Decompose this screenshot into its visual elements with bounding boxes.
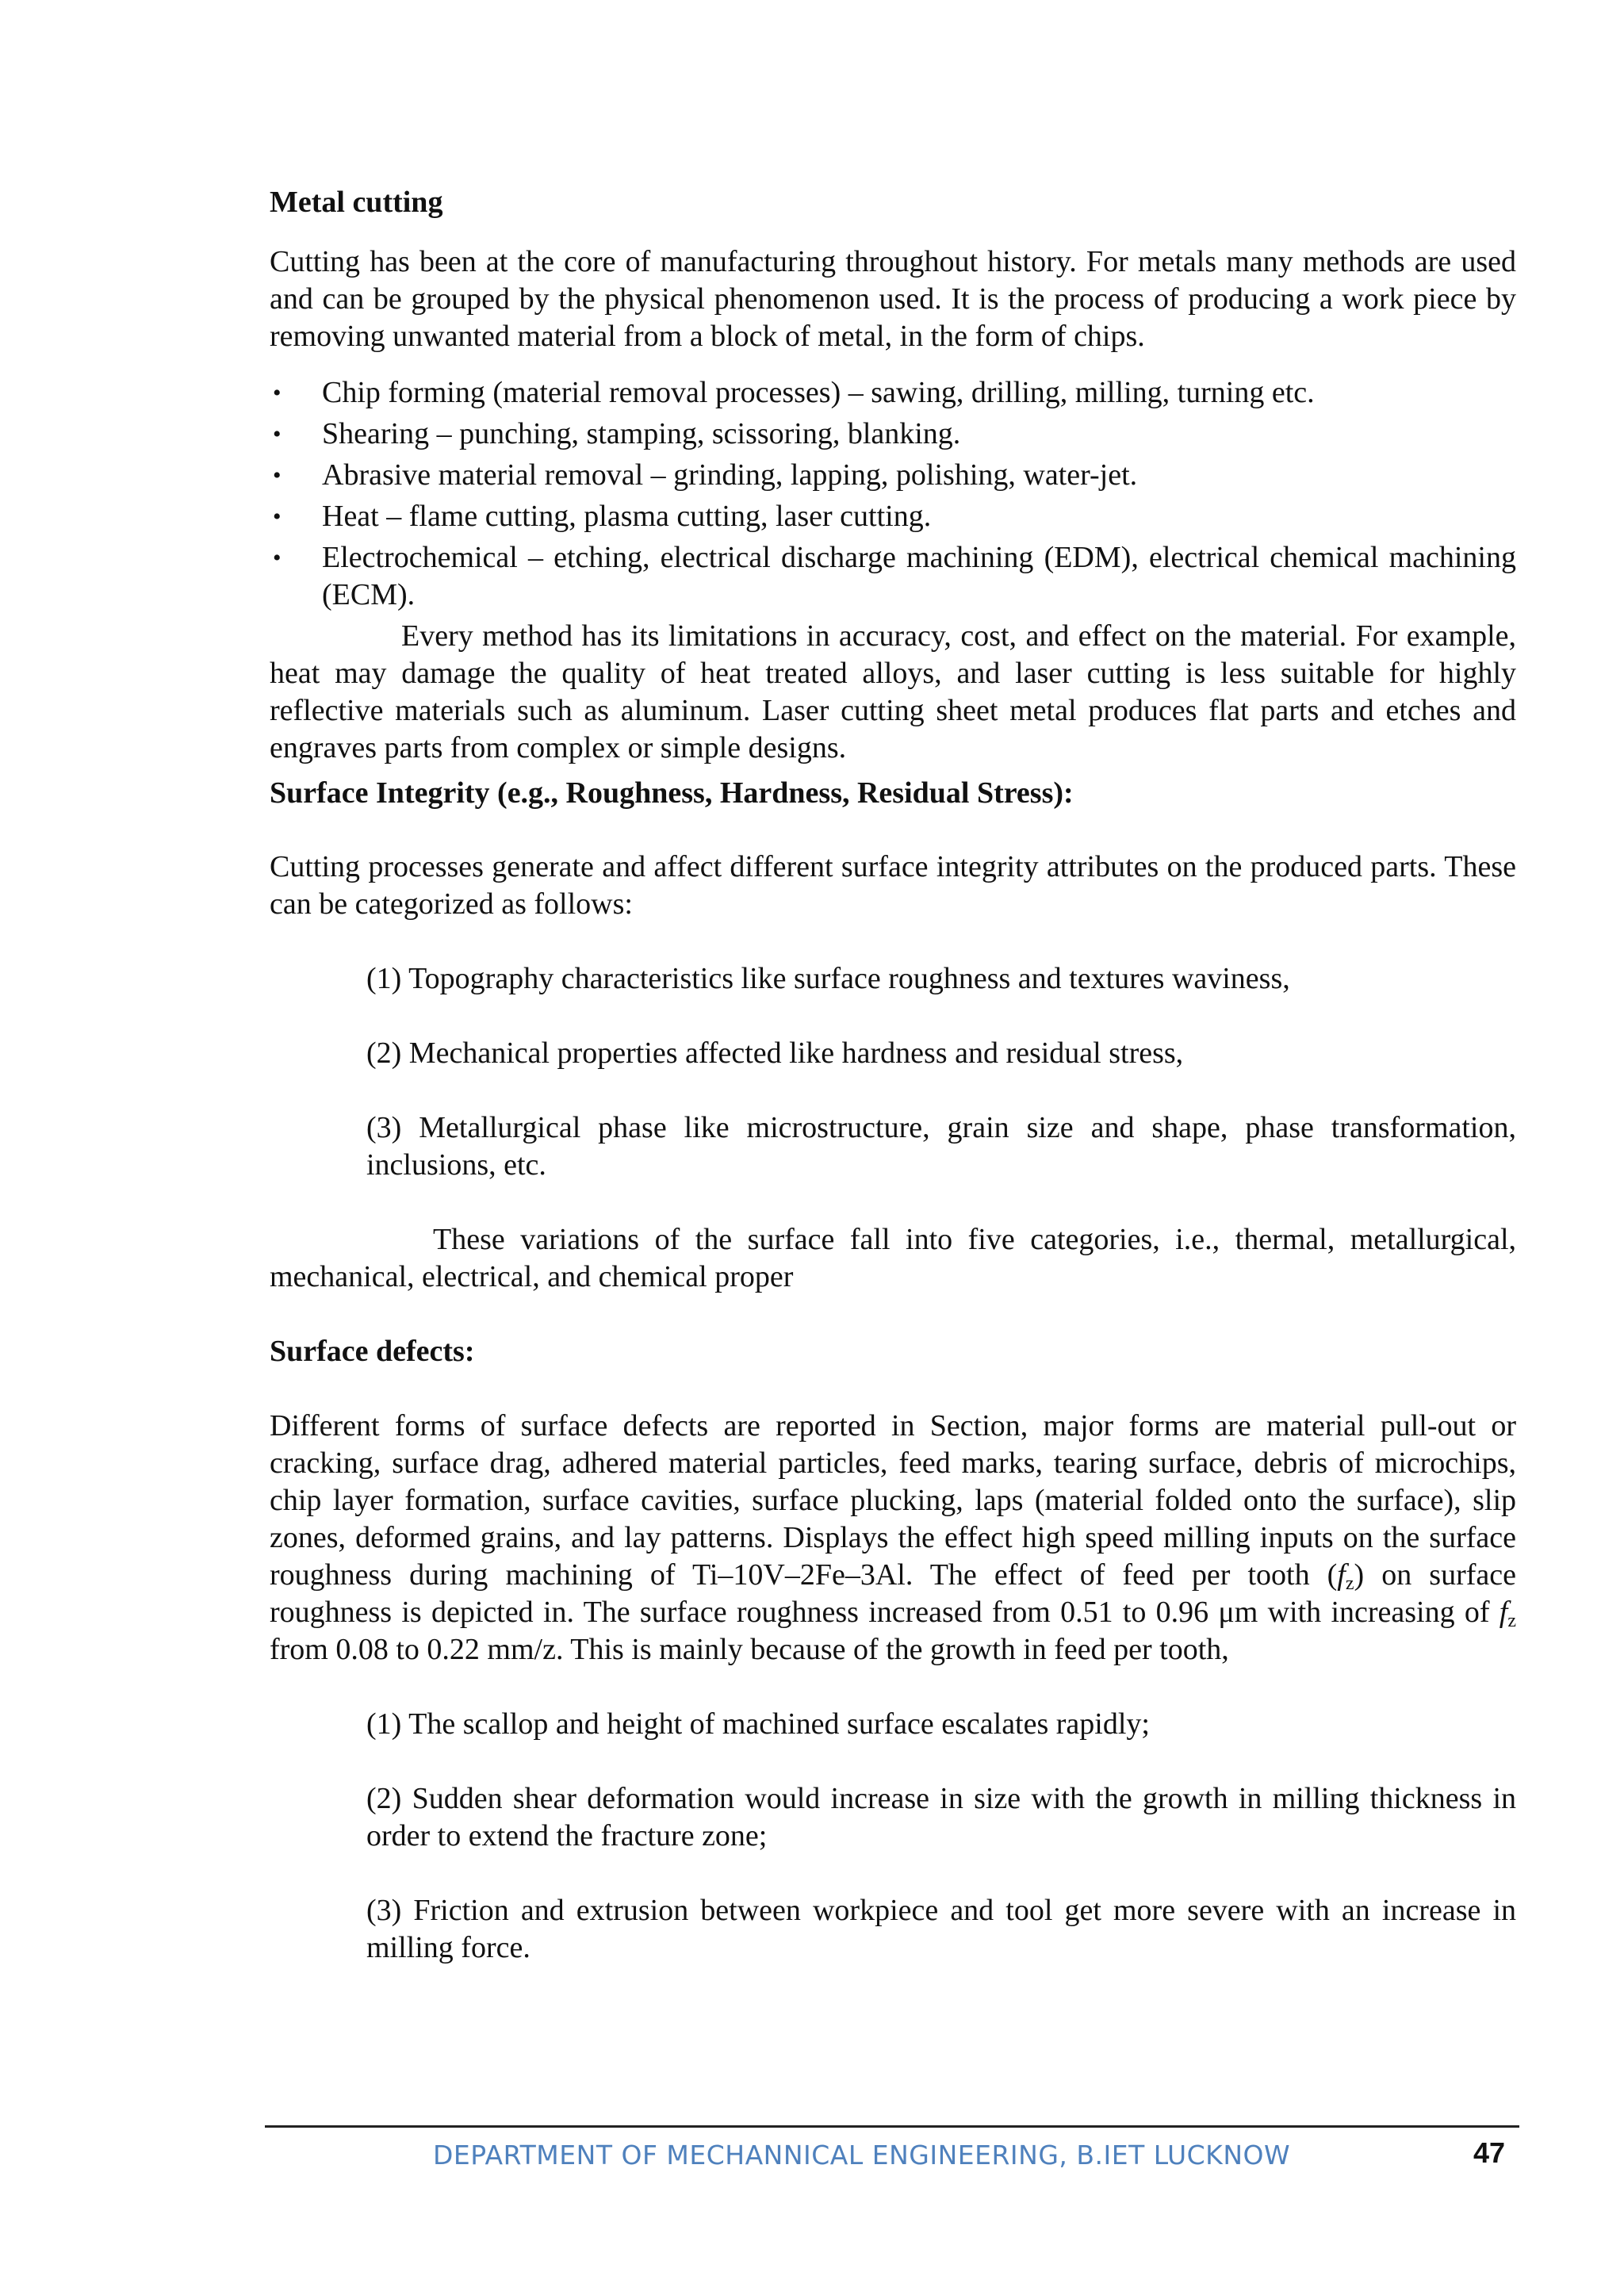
integrity-item-2: (2) Mechanical properties affected like hardness and residual stress, bbox=[366, 1036, 1184, 1070]
feed-symbol: f bbox=[1499, 1596, 1508, 1629]
footer-divider bbox=[265, 2125, 1519, 2128]
defects-text-part3: from 0.08 to 0.22 mm/z. This is mainly because of the growth in feed per tooth, bbox=[270, 1633, 1229, 1666]
heading-metal-cutting: Metal cutting bbox=[270, 186, 443, 219]
list-item bbox=[270, 416, 1516, 453]
page-number: 47 bbox=[1473, 2136, 1506, 2169]
list-item bbox=[270, 457, 1516, 494]
defects-text-part1: Different forms of surface defects are reported in Section, major forms are material pull-out or cracking, surface drag, adhered material particles, feed marks, tearing surface, debris of microchips, chip layer formation, surface cavities, surface plucking, laps (material folded onto the surface), slip zones, deformed grains, and lay patterns. Displays the effect high speed milling inputs on the surface roughness during machining of Ti–10V–2Fe–3Al. The effect of feed per tooth ( bbox=[270, 1409, 1516, 1592]
bullet-text: Shearing – punching, stamping, scissoring, blanking. bbox=[322, 417, 961, 450]
metal-cutting-intro: Cutting has been at the core of manufacturing throughout history. For metals many methods are used and can be grouped by the physical phenomenon used. It is the process of producing a work piece by removing unwanted material from a block of metal, in the form of chips. bbox=[270, 245, 1516, 353]
bullet-icon: • bbox=[273, 545, 282, 571]
surface-integrity-intro: Cutting processes generate and affect different surface integrity attributes on the produced parts. These can be categorized as follows: bbox=[270, 850, 1516, 921]
list-item bbox=[270, 539, 1516, 614]
bullet-icon: • bbox=[273, 380, 282, 406]
integrity-item-3: (3) Metallurgical phase like microstructure, grain size and shape, phase transformation, inclusions, etc. bbox=[366, 1111, 1516, 1182]
bullet-text: Electrochemical – etching, electrical discharge machining (EDM), electrical chemical machining (ECM). bbox=[322, 541, 1516, 611]
list-item bbox=[270, 498, 1516, 535]
heading-surface-defects: Surface defects: bbox=[270, 1335, 475, 1368]
feed-subscript: z bbox=[1507, 1611, 1516, 1631]
bullet-icon: • bbox=[273, 462, 282, 489]
surface-defects-paragraph bbox=[270, 1408, 1516, 1669]
bullet-text: Heat – flame cutting, plasma cutting, laser cutting. bbox=[322, 500, 932, 533]
footer-department: DEPARTMENT OF MECHANNICAL ENGINEERING, B.IET LUCKNOW bbox=[433, 2140, 1291, 2170]
page-content bbox=[270, 184, 1516, 1967]
metal-cutting-closing: Every method has its limitations in accuracy, cost, and effect on the material. For example, heat may damage the quality of heat treated alloys, and laser cutting is less suitable for highly reflective materials such as aluminum. Laser cutting sheet metal produces flat parts and etches and engraves parts from complex or simple designs. bbox=[270, 619, 1516, 764]
defects-text-part2: ) on surface roughness is depicted in. The surface roughness increased from 0.51 to 0.96 μm with increasing of bbox=[270, 1558, 1516, 1629]
surface-integrity-closing: These variations of the surface fall into five categories, i.e., thermal, metallurgical, mechanical, electrical, and chemical proper bbox=[270, 1223, 1516, 1293]
bullet-icon: • bbox=[273, 504, 282, 530]
bullet-icon: • bbox=[273, 421, 282, 447]
feed-symbol: f bbox=[1337, 1558, 1346, 1592]
integrity-item-1: (1) Topography characteristics like surface roughness and textures waviness, bbox=[366, 962, 1290, 995]
list-item bbox=[270, 374, 1516, 412]
bullet-text: Chip forming (material removal processes) – sawing, drilling, milling, turning etc. bbox=[322, 376, 1315, 409]
cutting-methods-list bbox=[270, 374, 1516, 614]
feed-subscript: z bbox=[1345, 1573, 1354, 1594]
defects-item-3: (3) Friction and extrusion between workpiece and tool get more severe with an increase in milling force. bbox=[366, 1894, 1516, 1964]
defects-item-2: (2) Sudden shear deformation would increase in size with the growth in milling thickness in order to extend the fracture zone; bbox=[366, 1782, 1516, 1852]
defects-item-1: (1) The scallop and height of machined surface escalates rapidly; bbox=[366, 1707, 1150, 1741]
heading-surface-integrity: Surface Integrity (e.g., Roughness, Hardness, Residual Stress): bbox=[270, 776, 1074, 810]
bullet-text: Abrasive material removal – grinding, lapping, polishing, water-jet. bbox=[322, 458, 1138, 492]
